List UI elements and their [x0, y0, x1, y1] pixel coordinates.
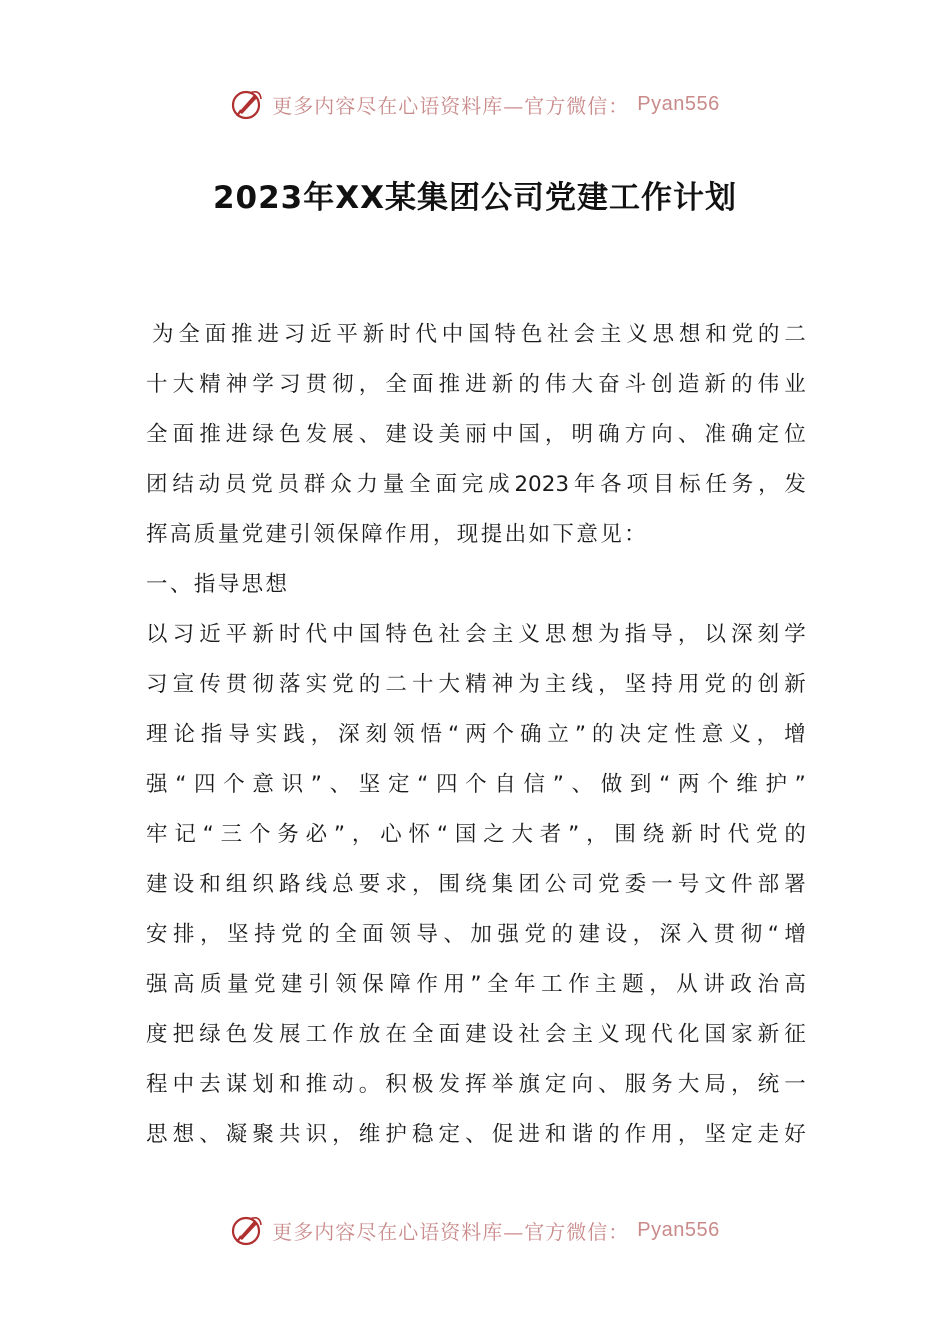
paragraph-line: 挥 高 质 量 党 建 引 领 保 障 作 用 ， 现 提 出 如 下 意 见 ： — [146, 522, 649, 547]
paragraph-line: 团 结 动 员 党 员 群 众 力 量 全 面 完 成 2023 年 各 项 目 标 任 务 ， 发 — [146, 472, 806, 497]
watermark-footer — [0, 1210, 950, 1250]
paragraph-line: 十 大 精 神 学 习 贯 彻 ， 全 面 推 进 新 的 伟 大 奋 斗 创 造 新 的 伟 业 — [146, 372, 806, 397]
watermark-wechat-id: Pyan556 — [637, 1218, 720, 1241]
paragraph-line: 牢 记 “ 三 个 务 必 ” ， 心 怀 “ 国 之 大 者 ” ， 围 绕 新 时 代 党 的 — [146, 822, 806, 847]
section-heading: 一 、 指 导 思 想 — [146, 572, 290, 597]
watermark-header — [0, 84, 950, 124]
watermark-text: 更多内容尽在心语资料库—官方微信： — [272, 93, 630, 118]
paragraph-line: 理 论 指 导 实 践 ， 深 刻 领 悟 “ 两 个 确 立 ” 的 决 定 性 意 义 ， 增 — [146, 722, 806, 747]
paragraph-line: 度 把 绿 色 发 展 工 作 放 在 全 面 建 设 社 会 主 义 现 代 化 国 家 新 征 — [146, 1022, 806, 1047]
document-title: 2023年XX某集团公司党建工作计划 — [212, 180, 738, 216]
paragraph-line: 思 想 、 凝 聚 共 识 ， 维 护 稳 定 、 促 进 和 谐 的 作 用 ， 坚 定 走 好 — [146, 1122, 806, 1147]
paragraph-line: 强 高 质 量 党 建 引 领 保 障 作 用 ” 全 年 工 作 主 题 ， 从 讲 政 治 高 — [146, 972, 806, 997]
paragraph-line: 全 面 推 进 绿 色 发 展 、 建 设 美 丽 中 国 ， 明 确 方 向 、 准 确 定 位 — [146, 422, 806, 447]
paragraph-line: 以 习 近 平 新 时 代 中 国 特 色 社 会 主 义 思 想 为 指 导 ， 以 深 刻 学 — [146, 622, 806, 647]
watermark-wechat-id: Pyan556 — [637, 92, 720, 115]
quill-logo-icon — [230, 87, 264, 121]
paragraph-line: 习 宣 传 贯 彻 落 实 党 的 二 十 大 精 神 为 主 线 ， 坚 持 用 党 的 创 新 — [146, 672, 806, 697]
watermark-text: 更多内容尽在心语资料库—官方微信： — [272, 1219, 630, 1244]
paragraph-line: 强 “ 四 个 意 识 ” 、 坚 定 “ 四 个 自 信 ” 、 做 到 “ 两 个 维 护 ” — [146, 772, 806, 797]
document-body — [146, 310, 806, 1160]
quill-logo-icon — [230, 1213, 264, 1247]
paragraph-line: 安 排 ， 坚 持 党 的 全 面 领 导 、 加 强 党 的 建 设 ， 深 入 贯 彻 “ 增 — [146, 922, 806, 947]
paragraph-line: 建 设 和 组 织 路 线 总 要 求 ， 围 绕 集 团 公 司 党 委 一 号 文 件 部 署 — [146, 872, 806, 897]
paragraph-line: 程 中 去 谋 划 和 推 动 。 积 极 发 挥 举 旗 定 向 、 服 务 大 局 ， 统 一 — [146, 1072, 806, 1097]
paragraph-line: 为 全 面 推 进 习 近 平 新 时 代 中 国 特 色 社 会 主 义 思 想 和 党 的 二 — [152, 322, 806, 347]
